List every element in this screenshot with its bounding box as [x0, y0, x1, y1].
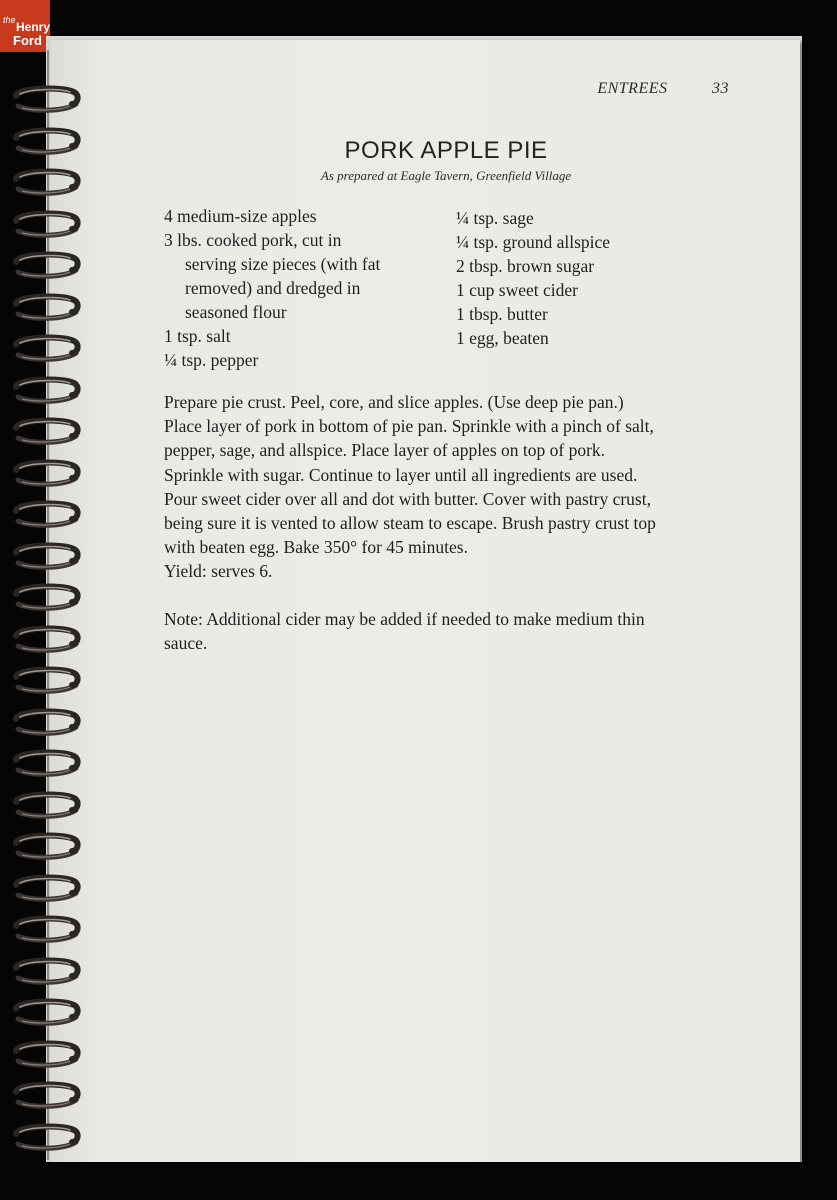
spiral-coil — [12, 458, 82, 488]
spiral-coil — [12, 333, 82, 363]
ingredient-line: ¼ tsp. ground allspice — [456, 232, 611, 252]
recipe-subtitle: As prepared at Eagle Tavern, Greenfield Village — [320, 168, 572, 183]
ingredients-left-column — [164, 204, 454, 372]
spiral-coil — [12, 250, 82, 280]
spiral-coil — [12, 126, 82, 156]
method-line: Prepare pie crust. Peel, core, and slice apples. (Use deep pie pan.) — [164, 392, 624, 412]
page-number: 33 — [712, 80, 729, 97]
method-line: Pour sweet cider over all and dot with butter. Cover with pastry crust, — [164, 488, 651, 509]
spiral-coil — [12, 624, 82, 654]
logo-text-henry: Henry — [16, 20, 51, 34]
note-line: sauce. — [164, 633, 208, 654]
ingredient-line: 1 tbsp. butter — [456, 304, 548, 324]
spiral-coil — [12, 914, 82, 944]
spiral-coil — [12, 209, 82, 239]
ingredient-line: 4 medium-size apples — [164, 206, 317, 226]
spiral-coil — [12, 748, 82, 778]
note-paragraph — [164, 607, 726, 655]
ingredient-line: seasoned flour — [185, 302, 287, 322]
ingredient-line: ¼ tsp. sage — [456, 208, 534, 228]
ingredient-line: removed) and dredged in — [185, 278, 361, 298]
spiral-coil — [12, 1122, 82, 1152]
spiral-coil — [12, 873, 82, 903]
spiral-coil — [12, 956, 82, 986]
spiral-coil — [12, 292, 82, 322]
ingredient-line: 1 cup sweet cider — [456, 280, 578, 300]
yield-line: Yield: serves 6. — [164, 561, 273, 582]
ingredient-line: ¼ tsp. pepper — [164, 350, 259, 370]
spiral-coil — [12, 375, 82, 405]
spiral-coil — [12, 1039, 82, 1069]
method-line: with beaten egg. Bake 350° for 45 minutes. — [164, 537, 468, 558]
spiral-coil — [12, 582, 82, 612]
spiral-coil — [12, 831, 82, 861]
logo-text-the: the — [3, 15, 16, 25]
ingredient-line: 1 tsp. salt — [164, 326, 231, 346]
spiral-coil — [12, 84, 82, 114]
henry-ford-logo — [0, 0, 50, 52]
spiral-coil — [12, 1080, 82, 1110]
method-line: Sprinkle with sugar. Continue to layer until all ingredients are used. — [164, 464, 638, 485]
spiral-coil — [12, 541, 82, 571]
spiral-coil — [12, 790, 82, 820]
method-line: pepper, sage, and allspice. Place layer of apples on top of pork. — [164, 440, 606, 461]
logo-text-ford: Ford — [13, 33, 42, 48]
ingredient-line: 2 tbsp. brown sugar — [456, 256, 595, 276]
spiral-coil — [12, 997, 82, 1027]
spiral-coil — [12, 416, 82, 446]
recipe-title: PORK APPLE PIE — [344, 137, 548, 164]
note-line: Note: Additional cider may be added if needed to make medium thin — [164, 609, 645, 629]
spiral-coil — [12, 707, 82, 737]
section-name: ENTREES — [597, 80, 668, 97]
ingredient-line: 1 egg, beaten — [456, 328, 549, 348]
ingredient-line: serving size pieces (with fat — [185, 254, 381, 274]
spiral-coil — [12, 167, 82, 197]
spiral-coil — [12, 499, 82, 529]
spiral-coil — [12, 665, 82, 695]
method-paragraph — [164, 390, 726, 584]
method-line: being sure it is vented to allow steam to escape. Brush pastry crust top — [164, 513, 656, 534]
running-head — [597, 80, 729, 98]
ingredient-line: 3 lbs. cooked pork, cut in — [164, 230, 342, 250]
method-line: Place layer of pork in bottom of pie pan. Sprinkle with a pinch of salt, — [164, 416, 654, 437]
ingredients-right-column — [456, 206, 726, 350]
